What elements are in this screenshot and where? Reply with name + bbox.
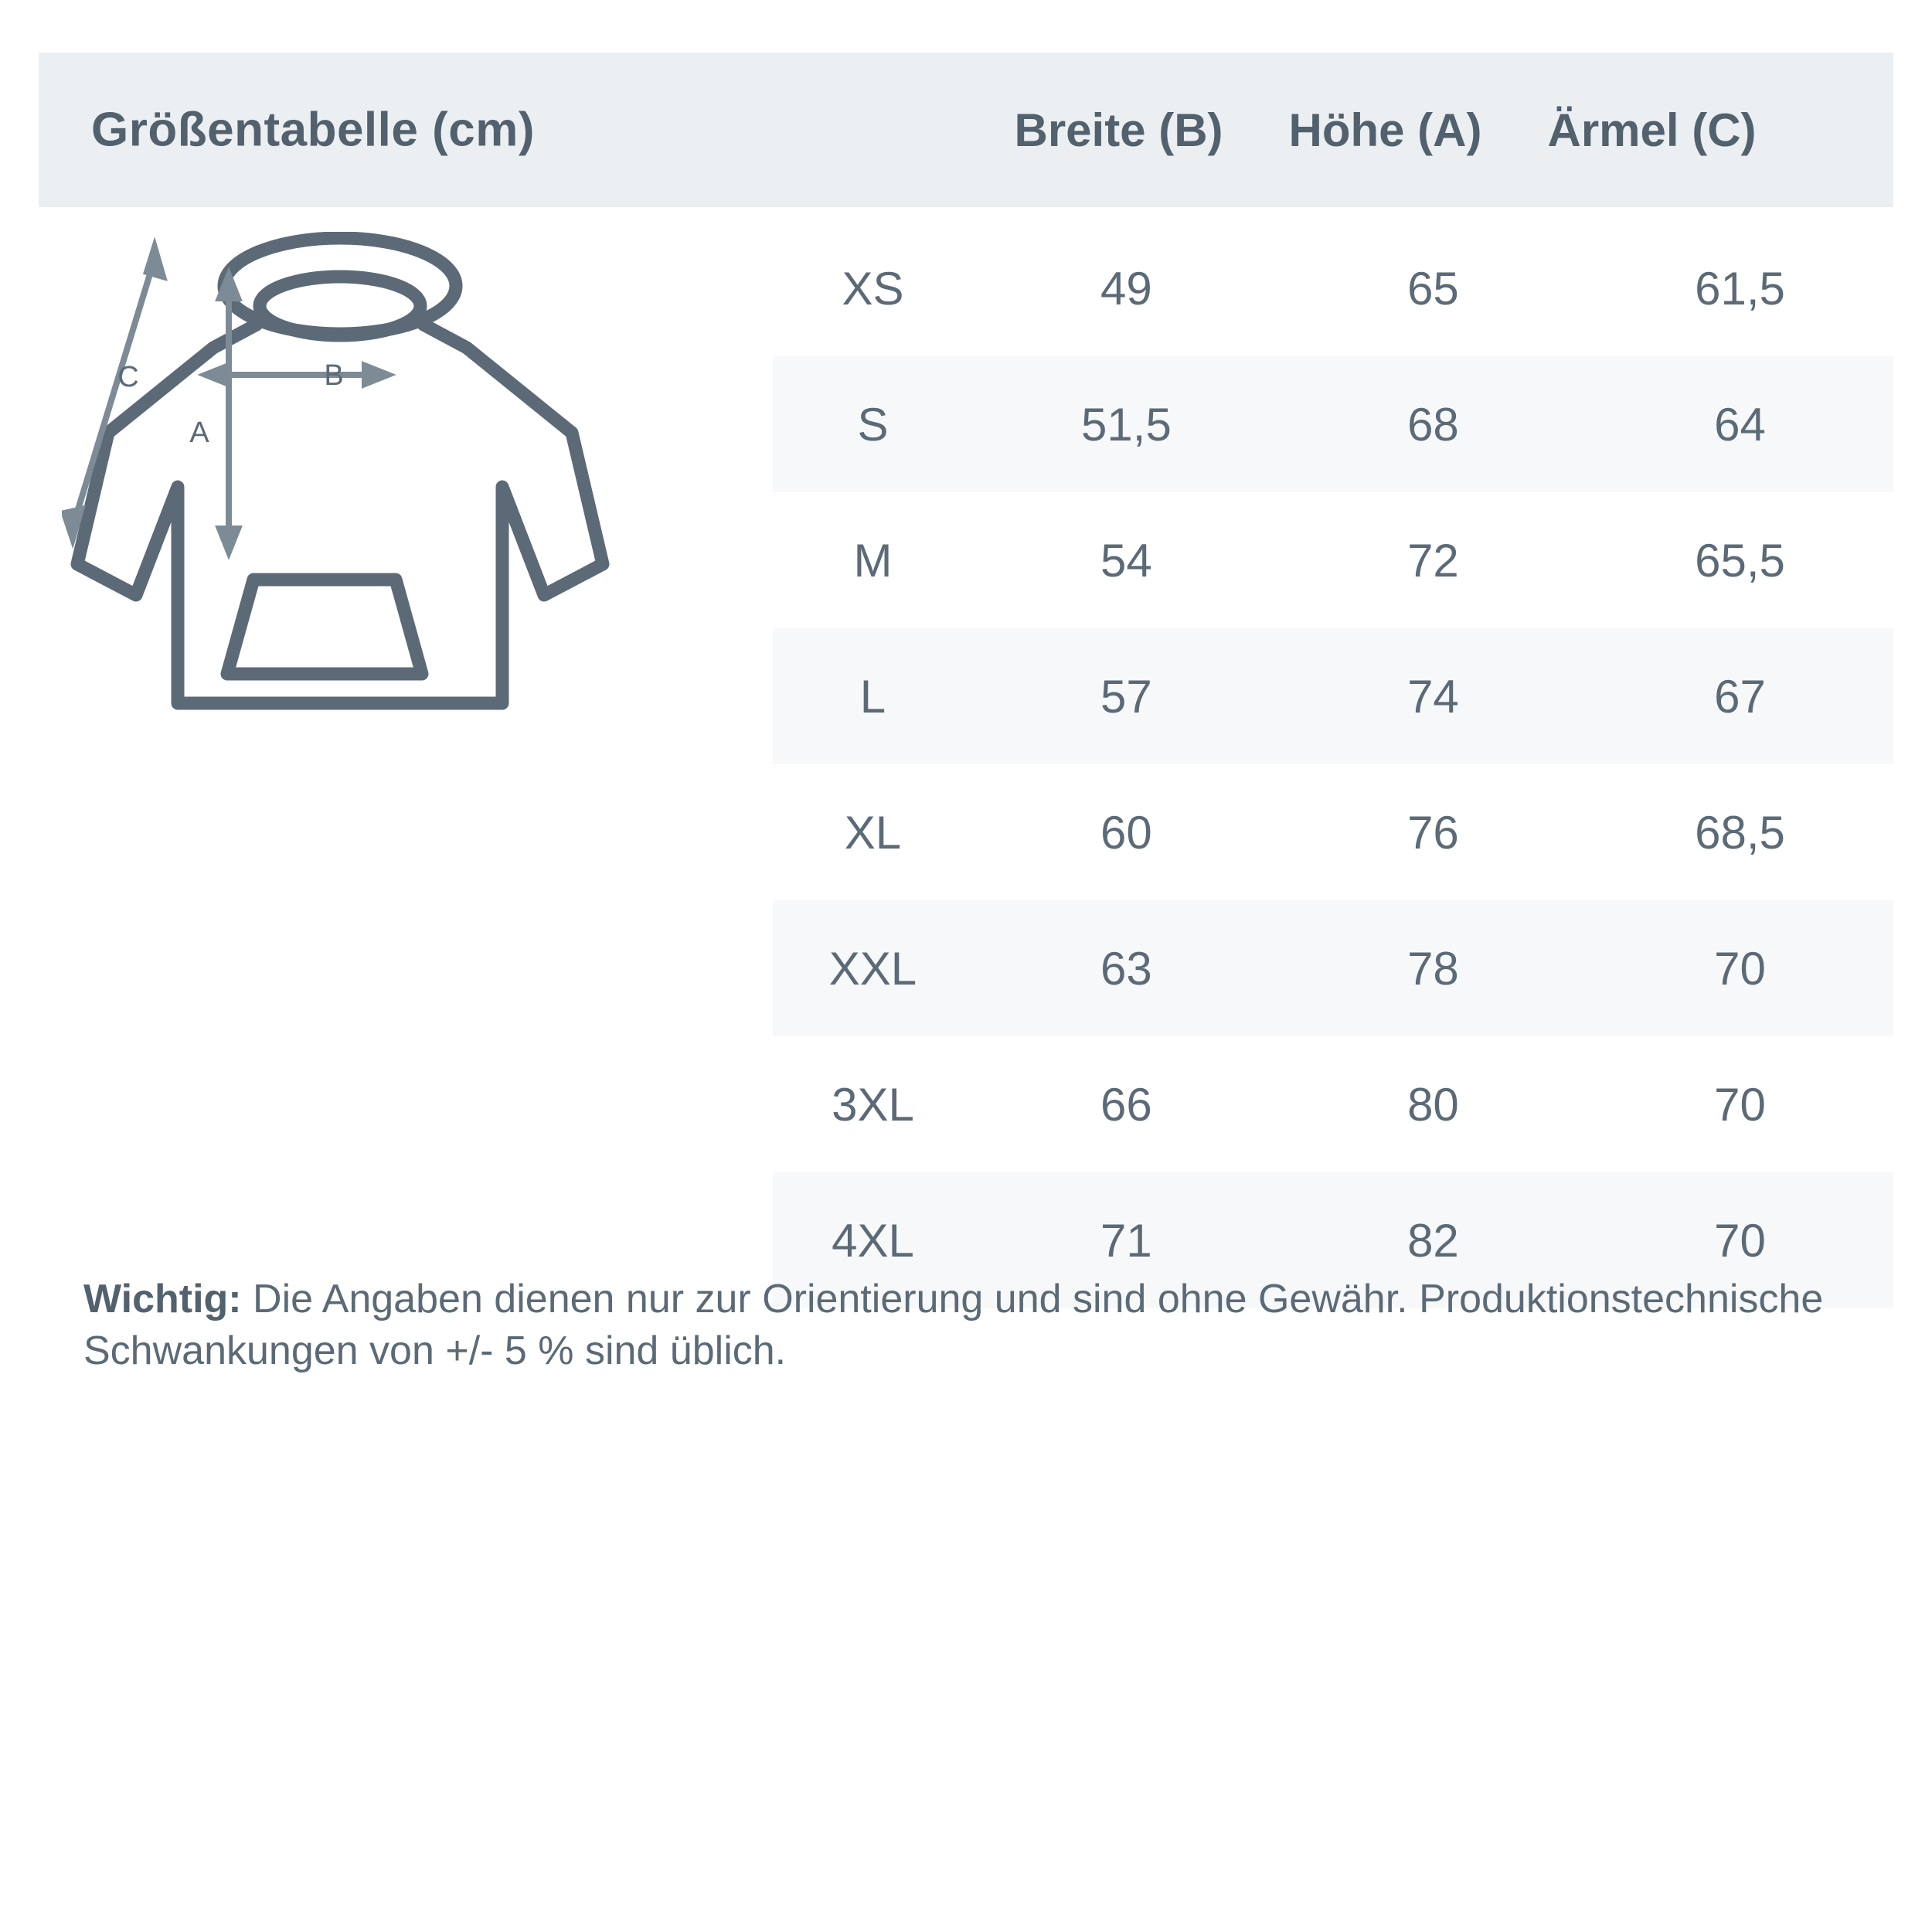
column-header-sleeve: Ärmel (C) [1547, 104, 1757, 156]
hoodie-measurement-diagram [62, 232, 773, 842]
column-header-height: Höhe (A) [1288, 104, 1482, 156]
cell-size: L [773, 628, 973, 764]
cell-width: 54 [1100, 534, 1152, 587]
size-table [773, 220, 1893, 1308]
cell-height: 80 [1407, 1078, 1459, 1131]
cell-size: 3XL [832, 1078, 914, 1131]
disclaimer-label: Wichtig: [83, 1277, 242, 1321]
cell-height: 72 [1407, 534, 1459, 587]
cell-width: 66 [1100, 1078, 1152, 1131]
label-sleeve: C [117, 361, 139, 393]
cell-width: 71 [973, 1172, 1280, 1308]
cell-sleeve: 70 [1587, 1172, 1893, 1308]
cell-sleeve: 70 [1587, 900, 1893, 1036]
table-row [773, 1036, 1893, 1172]
cell-width: 60 [1100, 806, 1152, 859]
column-header-width: Breite (B) [1014, 104, 1223, 156]
cell-sleeve: 61,5 [1695, 262, 1785, 315]
cell-sleeve: 68,5 [1695, 806, 1785, 859]
cell-size: XXL [773, 900, 973, 1036]
cell-size: XS [842, 262, 904, 315]
table-row [773, 356, 1893, 492]
cell-height: 78 [1280, 900, 1587, 1036]
page-title: Größentabelle (cm) [91, 103, 535, 157]
disclaimer-text: Die Angaben dienen nur zur Orientierung und sind ohne Gewähr. Produktionstechnische Schwankungen von +/- 5 % sind üblich. [83, 1277, 1824, 1373]
cell-width: 51,5 [973, 356, 1280, 492]
cell-width: 49 [1100, 262, 1152, 315]
disclaimer-note [83, 1274, 1884, 1376]
cell-sleeve: 64 [1587, 356, 1893, 492]
hoodie-icon [62, 232, 773, 842]
table-row [773, 900, 1893, 1036]
cell-size: S [773, 356, 973, 492]
cell-sleeve: 70 [1714, 1078, 1766, 1131]
label-height: A [189, 417, 209, 449]
cell-height: 76 [1407, 806, 1459, 859]
column-header-group [811, 53, 1932, 207]
table-header-band [39, 53, 1893, 207]
cell-sleeve: 67 [1587, 628, 1893, 764]
table-row [773, 628, 1893, 764]
table-row [773, 492, 1893, 628]
cell-size: M [853, 534, 893, 587]
cell-height: 68 [1280, 356, 1587, 492]
cell-sleeve: 65,5 [1695, 534, 1785, 587]
cell-height: 82 [1280, 1172, 1587, 1308]
size-table-body [773, 220, 1893, 1308]
table-row [773, 764, 1893, 900]
label-width: B [324, 359, 344, 392]
cell-width: 57 [973, 628, 1280, 764]
cell-size: XL [844, 806, 902, 859]
cell-size: 4XL [773, 1172, 973, 1308]
table-row [773, 220, 1893, 356]
cell-height: 65 [1407, 262, 1459, 315]
cell-height: 74 [1280, 628, 1587, 764]
cell-width: 63 [973, 900, 1280, 1036]
